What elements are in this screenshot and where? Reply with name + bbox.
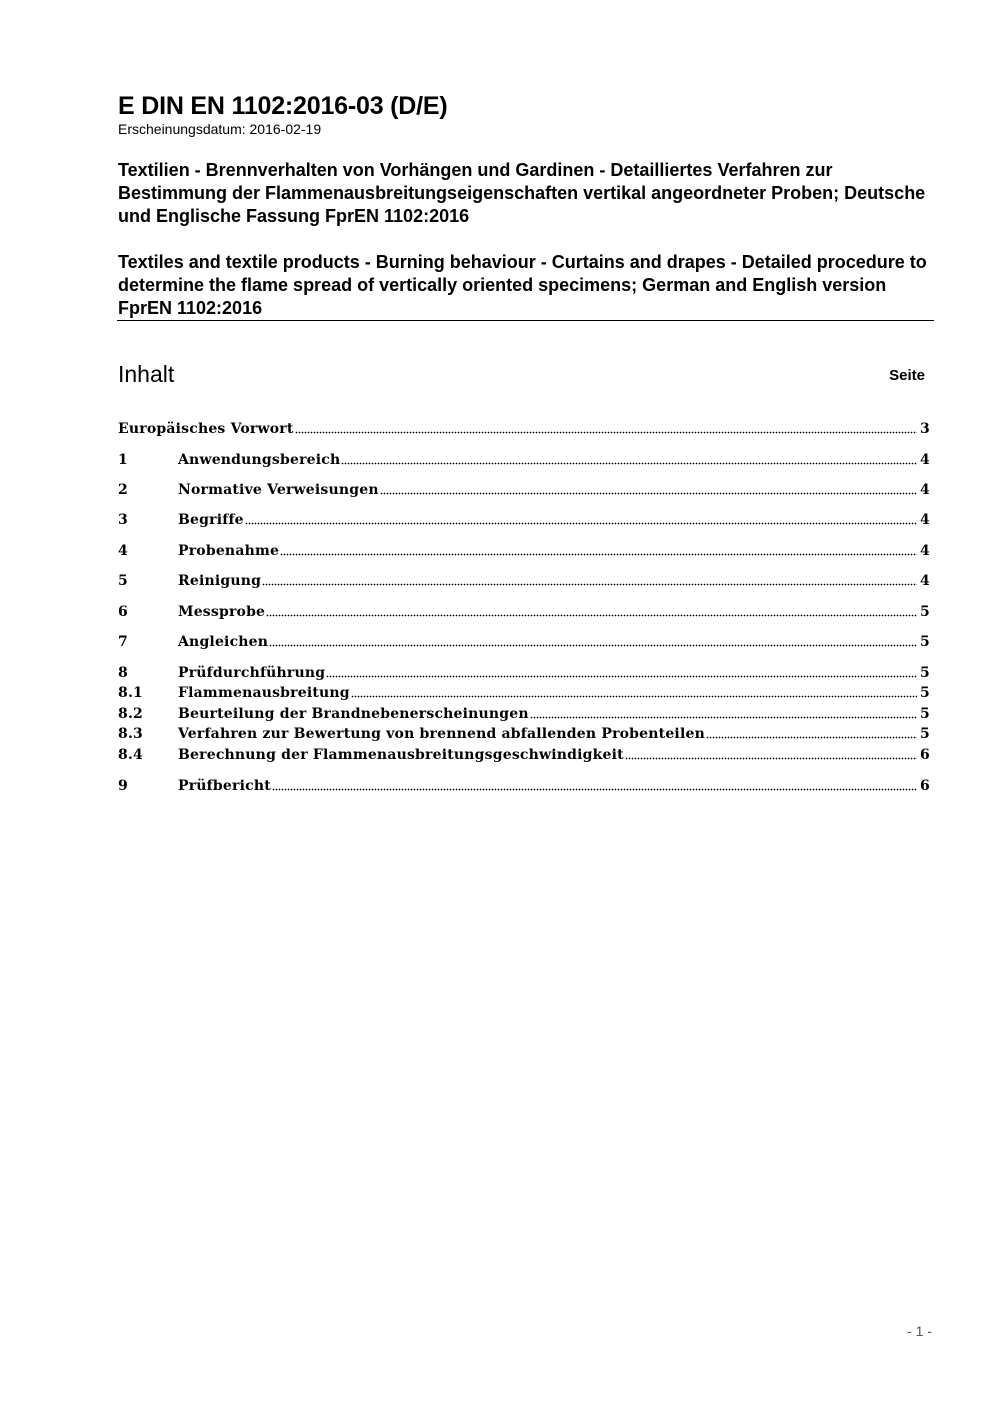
toc-entry[interactable] [118, 703, 930, 723]
toc-entry-page: 4 [920, 512, 930, 528]
toc-entry-number: 8.3 [118, 726, 143, 742]
toc-entry-page: 6 [920, 747, 930, 763]
toc-entry-title: Messprobe [178, 604, 266, 620]
toc-entry-page: 5 [920, 604, 930, 620]
toc-page-label: Seite [889, 367, 925, 384]
toc-leader-dots [351, 694, 917, 698]
header-divider [117, 320, 934, 321]
toc-entry-title: Normative Verweisungen [178, 482, 379, 498]
toc-entry[interactable] [118, 775, 930, 795]
toc-entry-page: 6 [920, 778, 930, 794]
toc-entry-page: 5 [920, 706, 930, 722]
toc-leader-dots [341, 461, 917, 465]
toc-leader-dots [295, 430, 917, 434]
toc-entry[interactable] [118, 479, 930, 499]
toc-leader-dots [266, 613, 917, 617]
toc-entry-title: Prüfdurchführung [178, 665, 326, 681]
toc-entry[interactable] [118, 662, 930, 682]
toc-entry-title: Prüfbericht [178, 778, 271, 794]
toc-entry-number: 8.1 [118, 685, 143, 701]
toc-entry-page: 5 [920, 726, 930, 742]
title-english: Textiles and textile products - Burning behaviour - Curtains and drapes - Detailed procedure to determine the flame spread of vertically oriented specimens; German and English version FprEN 1102:2016 [118, 252, 927, 318]
toc-entry-number: 7 [118, 634, 128, 650]
toc-entry-number: 9 [118, 778, 128, 794]
toc-entry-title: Angleichen [178, 634, 269, 650]
toc-entry[interactable] [118, 540, 930, 560]
toc-entry-title: Probenahme [178, 543, 280, 559]
toc-entry[interactable] [118, 601, 930, 621]
toc-entry-page: 4 [920, 452, 930, 468]
toc-entry-title: Berechnung der Flammenausbreitungsgeschwindigkeit [178, 747, 624, 763]
toc-leader-dots [262, 582, 917, 586]
toc-entry-number: 3 [118, 512, 128, 528]
toc-entry[interactable] [118, 509, 930, 529]
toc-leader-dots [272, 787, 917, 791]
toc-entry[interactable] [118, 570, 930, 590]
toc-entry-title: Beurteilung der Brandnebenerscheinungen [178, 706, 529, 722]
toc-entry-page: 5 [920, 665, 930, 681]
toc-entry-title: Begriffe [178, 512, 244, 528]
toc-entry-page: 3 [920, 421, 930, 437]
toc-entry-number: 4 [118, 543, 128, 559]
toc-entry[interactable] [118, 449, 930, 469]
toc-leader-dots [326, 674, 917, 678]
toc-leader-dots [380, 491, 917, 495]
toc-entry-number: 6 [118, 604, 128, 620]
toc-entry-title: Reinigung [178, 573, 262, 589]
toc-entry-number: 8.2 [118, 706, 143, 722]
toc-entry-page: 4 [920, 482, 930, 498]
toc-entry-page: 5 [920, 685, 930, 701]
document-id: E DIN EN 1102:2016-03 (D/E) [118, 92, 448, 120]
toc-leader-dots [245, 521, 917, 525]
toc-entry-number: 2 [118, 482, 128, 498]
toc-leader-dots [280, 552, 917, 556]
toc-entry-number: 8.4 [118, 747, 143, 763]
toc-entry-number: 8 [118, 665, 128, 681]
toc-entry-title: Verfahren zur Bewertung von brennend abfallenden Probenteilen [178, 726, 705, 742]
toc-entry[interactable] [118, 631, 930, 651]
toc-entry-page: 4 [920, 573, 930, 589]
toc-entry-title: Flammenausbreitung [178, 685, 350, 701]
toc-entry[interactable] [118, 418, 930, 438]
toc-entry-title: Anwendungsbereich [178, 452, 341, 468]
toc-entry[interactable] [118, 682, 930, 702]
toc-entry[interactable] [118, 744, 930, 764]
publication-date: Erscheinungsdatum: 2016-02-19 [118, 121, 322, 137]
toc-leader-dots [530, 715, 917, 719]
toc-leader-dots [706, 735, 917, 739]
toc-entry-page: 5 [920, 634, 930, 650]
toc-entry-title: Europäisches Vorwort [118, 421, 294, 437]
toc-leader-dots [269, 643, 917, 647]
page-number: - 1 - [907, 1323, 932, 1339]
toc-entry-number: 1 [118, 452, 128, 468]
toc-entry-page: 4 [920, 543, 930, 559]
toc-heading: Inhalt [118, 361, 175, 387]
toc-entry-number: 5 [118, 573, 128, 589]
title-german: Textilien - Brennverhalten von Vorhängen und Gardinen - Detailliertes Verfahren zur Bestimmung der Flammenausbreitungseigenschaften vertikal angeordneter Proben; Deutsche und Englische Fassung FprEN 1102:2016 [118, 160, 926, 226]
toc-leader-dots [625, 756, 917, 760]
toc-entry[interactable] [118, 723, 930, 743]
